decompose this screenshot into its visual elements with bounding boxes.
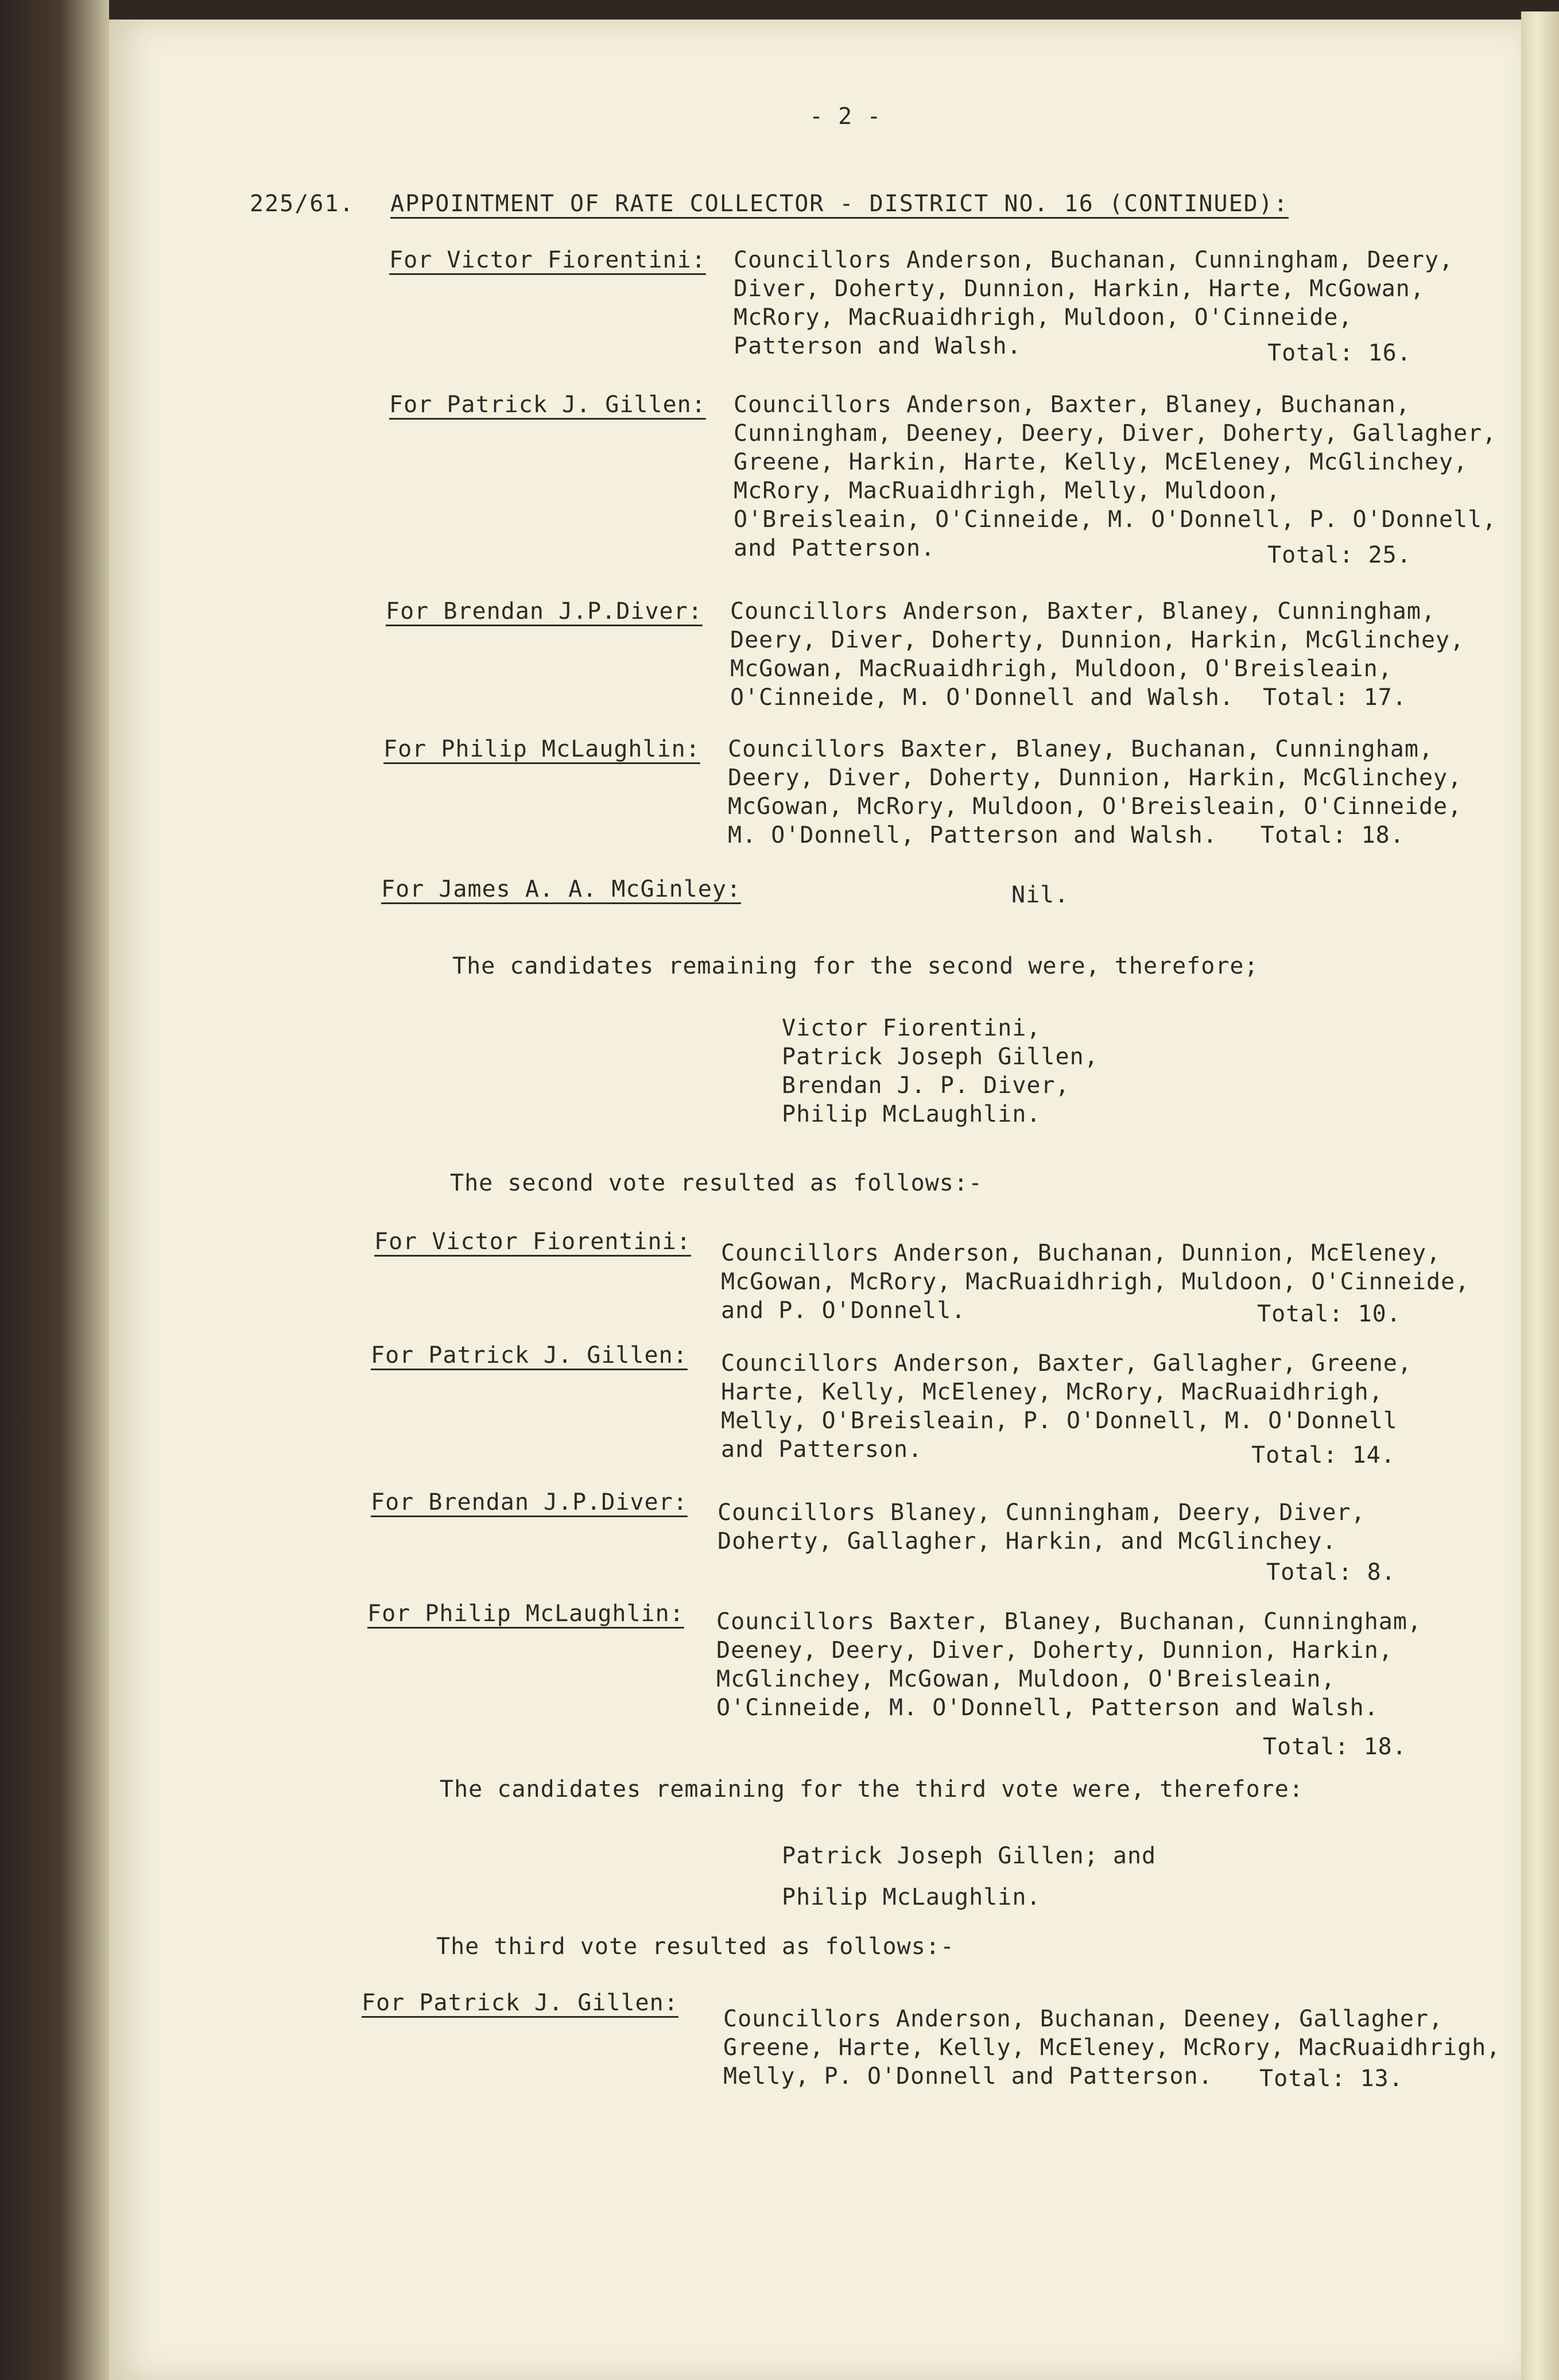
vote-total: Total: 18.: [1261, 822, 1405, 848]
candidate-label: For Patrick J. Gillen:: [389, 392, 706, 418]
voters-line: Councillors Anderson, Buchanan, Cunningham, Deery,: [734, 247, 1454, 273]
vote-total: Total: 25.: [1267, 542, 1411, 568]
candidate-label: For Victor Fiorentini:: [389, 247, 706, 273]
voters-line: McGowan, McRory, Muldoon, O'Breisleain, O'Cinneide,: [728, 793, 1463, 820]
remaining-candidate: Brendan J. P. Diver,: [782, 1072, 1070, 1099]
voters-line: Diver, Doherty, Dunnion, Harkin, Harte, McGowan,: [734, 276, 1425, 302]
candidate-label: For Brendan J.P.Diver:: [371, 1489, 688, 1515]
voters-line: Councillors Baxter, Blaney, Buchanan, Cunningham,: [728, 736, 1434, 762]
book-binding: [0, 0, 109, 2380]
voters-line: Patterson and Walsh.: [734, 333, 1022, 359]
voters-line: Greene, Harkin, Harte, Kelly, McEleney, McGlinchey,: [734, 449, 1468, 475]
vote-total: Total: 17.: [1263, 684, 1407, 711]
voters-line: and P. O'Donnell.: [721, 1297, 966, 1324]
voters-line: O'Breisleain, O'Cinneide, M. O'Donnell, P. O'Donnell,: [734, 506, 1497, 533]
voters-line: O'Cinneide, M. O'Donnell and Walsh.: [730, 684, 1234, 711]
vote-total: Total: 14.: [1251, 1442, 1395, 1468]
candidate-label: For Victor Fiorentini:: [374, 1228, 691, 1255]
remaining-candidate: Patrick Joseph Gillen,: [782, 1044, 1099, 1070]
voters-line: Greene, Harte, Kelly, McEleney, McRory, MacRuaidhrigh,: [723, 2034, 1501, 2061]
voters-line: O'Cinneide, M. O'Donnell, Patterson and Walsh.: [716, 1695, 1379, 1721]
voters-line: McRory, MacRuaidhrigh, Muldoon, O'Cinneide,: [734, 304, 1353, 331]
page-edge: [1521, 11, 1559, 2380]
voters-line: Councillors Anderson, Buchanan, Deeney, Gallagher,: [723, 2006, 1444, 2032]
remaining-candidate: Patrick Joseph Gillen; and: [782, 1843, 1157, 1869]
heading: APPOINTMENT OF RATE COLLECTOR - DISTRICT NO. 16 (CONTINUED):: [390, 191, 1289, 217]
minute-reference: 225/61.: [250, 191, 355, 217]
vote-intro: The third vote resulted as follows:-: [436, 1933, 955, 1960]
voters-line: McRory, MacRuaidhrigh, Melly, Muldoon,: [734, 478, 1281, 504]
candidate-label: For Brendan J.P.Diver:: [386, 598, 703, 625]
candidate-label: For James A. A. McGinley:: [381, 876, 742, 902]
voters-line: Deery, Diver, Doherty, Dunnion, Harkin, McGlinchey,: [728, 765, 1463, 791]
candidate-label: For Philip McLaughlin:: [367, 1600, 684, 1627]
voters-line: Doherty, Gallagher, Harkin, and McGlinchey.: [718, 1528, 1337, 1555]
voters-line: Cunningham, Deeney, Deery, Diver, Doherty, Gallagher,: [734, 420, 1497, 447]
remaining-candidate: Victor Fiorentini,: [782, 1015, 1041, 1041]
voters-line: Councillors Baxter, Blaney, Buchanan, Cunningham,: [716, 1608, 1422, 1635]
voters-line: McGowan, McRory, MacRuaidhrigh, Muldoon, O'Cinneide,: [721, 1269, 1470, 1295]
voters-line: McGowan, MacRuaidhrigh, Muldoon, O'Breisleain,: [730, 656, 1393, 682]
remaining-candidate: Philip McLaughlin.: [782, 1101, 1041, 1127]
vote-intro: The second vote resulted as follows:-: [450, 1170, 983, 1196]
vote-total: Total: 18.: [1263, 1734, 1407, 1760]
voters-line: Councillors Anderson, Baxter, Blaney, Cunningham,: [730, 598, 1436, 625]
voters-line: Deery, Diver, Doherty, Dunnion, Harkin, McGlinchey,: [730, 627, 1465, 653]
voters-line: McGlinchey, McGowan, Muldoon, O'Breisleain,: [716, 1666, 1336, 1692]
vote-total: Total: 8.: [1266, 1559, 1396, 1586]
voters-line: Councillors Anderson, Baxter, Blaney, Buchanan,: [734, 392, 1410, 418]
voters-line: Melly, O'Breisleain, P. O'Donnell, M. O'Donnell: [721, 1408, 1398, 1434]
candidate-label: For Patrick J. Gillen:: [371, 1342, 688, 1369]
candidate-label: For Patrick J. Gillen:: [362, 1990, 678, 2016]
candidate-label: For Philip McLaughlin:: [383, 736, 700, 762]
remaining-intro: The candidates remaining for the third vote were, therefore:: [440, 1776, 1304, 1803]
voters-line: Councillors Anderson, Buchanan, Dunnion, McEleney,: [721, 1240, 1441, 1266]
voters-line: Deeney, Deery, Diver, Doherty, Dunnion, Harkin,: [716, 1637, 1393, 1664]
remaining-intro: The candidates remaining for the second were, therefore;: [452, 953, 1259, 979]
vote-total: Total: 13.: [1259, 2065, 1403, 2092]
voters-line: and Patterson.: [734, 535, 936, 561]
voters-line: Councillors Anderson, Baxter, Gallagher, Greene,: [721, 1350, 1412, 1377]
voters-line: M. O'Donnell, Patterson and Walsh.: [728, 822, 1217, 848]
scan-top-border: [109, 0, 1559, 20]
vote-total: Nil.: [1011, 882, 1069, 908]
vote-total: Total: 10.: [1257, 1301, 1401, 1327]
remaining-candidate: Philip McLaughlin.: [782, 1884, 1041, 1910]
vote-total: Total: 16.: [1267, 340, 1411, 366]
page-number: - 2 -: [809, 103, 882, 130]
voters-line: Councillors Blaney, Cunningham, Deery, Diver,: [718, 1499, 1366, 1526]
voters-line: Melly, P. O'Donnell and Patterson.: [723, 2063, 1213, 2090]
voters-line: and Patterson.: [721, 1436, 923, 1463]
voters-line: Harte, Kelly, McEleney, McRory, MacRuaidhrigh,: [721, 1379, 1383, 1405]
